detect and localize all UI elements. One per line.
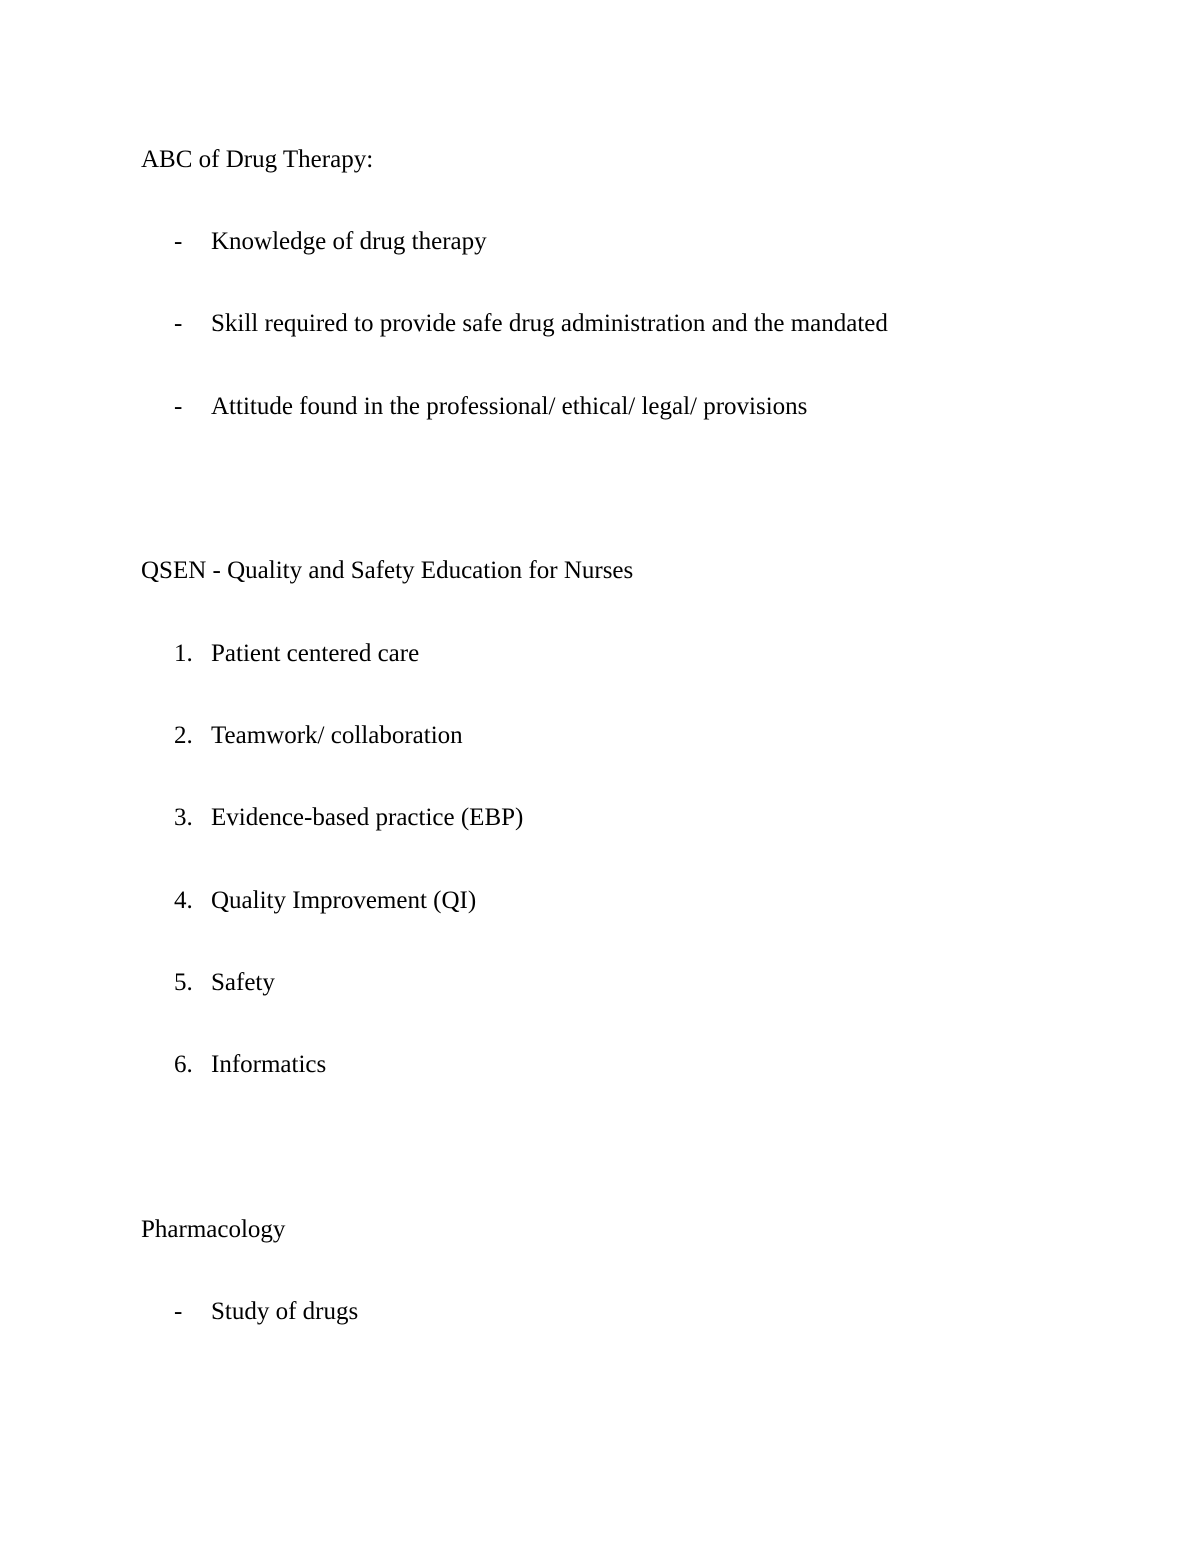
section-heading-pharmacology: Pharmacology — [141, 1216, 286, 1243]
dash-marker: - — [174, 228, 183, 255]
number-marker: 6. — [174, 1051, 193, 1078]
number-marker: 4. — [174, 887, 193, 914]
section-heading-abc: ABC of Drug Therapy: — [141, 146, 374, 173]
number-marker: 2. — [174, 722, 193, 749]
list-item-text: Safety — [211, 969, 275, 996]
list-item-text: Informatics — [211, 1051, 327, 1078]
number-marker: 5. — [174, 969, 193, 996]
list-item-text: Teamwork/ collaboration — [211, 722, 463, 749]
list-item-text: Attitude found in the professional/ ethical/ legal/ provisions — [211, 393, 808, 420]
dash-marker: - — [174, 1298, 183, 1325]
list-item-text: Study of drugs — [211, 1298, 359, 1325]
dash-marker: - — [174, 310, 183, 337]
section-heading-qsen: QSEN - Quality and Safety Education for Nurses — [141, 557, 634, 584]
dash-marker: - — [174, 393, 183, 420]
list-item-text: Patient centered care — [211, 640, 420, 667]
number-marker: 1. — [174, 640, 193, 667]
number-marker: 3. — [174, 804, 193, 831]
list-item-text: Knowledge of drug therapy — [211, 228, 487, 255]
list-item-text: Quality Improvement (QI) — [211, 887, 477, 914]
list-item-text: Skill required to provide safe drug administration and the mandated — [211, 310, 888, 337]
list-item-text: Evidence-based practice (EBP) — [211, 804, 524, 831]
